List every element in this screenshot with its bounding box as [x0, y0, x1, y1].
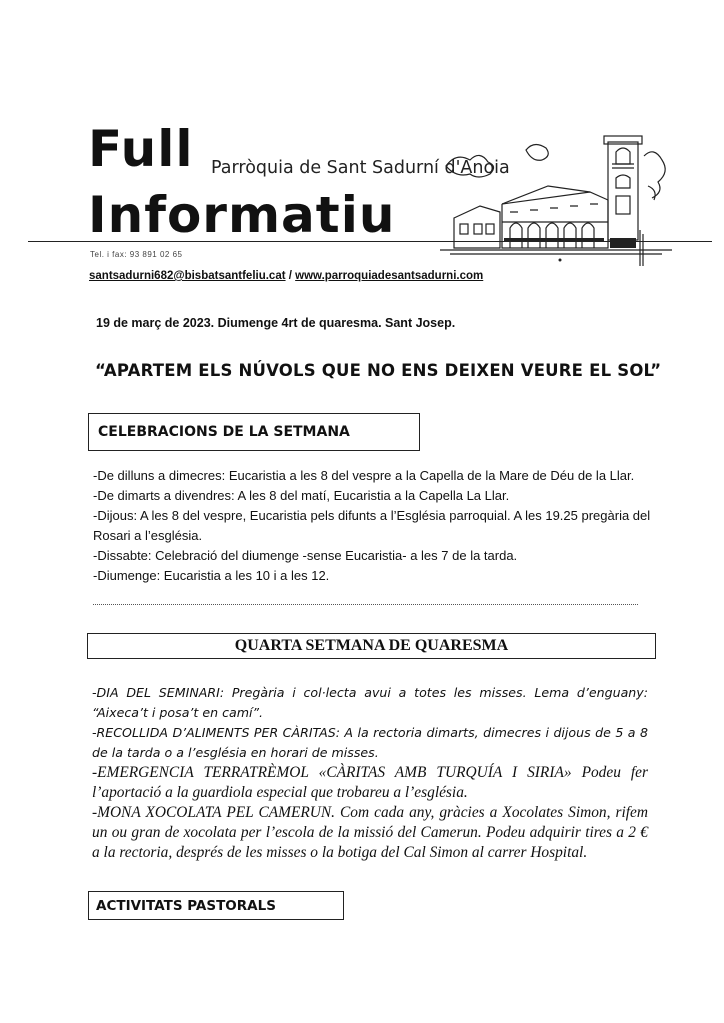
list-item: -MONA XOCOLATA PEL CAMERUN. Com cada any, gràcies a Xocolates Simon, rifem un ou gran de xocolata per l’escola de la missió del Camerun. Podeu adquirir tires a 2 € a la rectoria, després de les misses o la botiga del Cal Simon al carrer Hospital. — [92, 804, 648, 861]
list-item: -De dilluns a dimecres: Eucaristia a les 8 del vespre a la Capella de la Mare de Déu de la Llar. — [93, 468, 635, 483]
dotted-divider — [93, 604, 638, 605]
section-heading-celebracions — [88, 413, 420, 451]
quarta-heading-text: QUARTA SETMANA DE QUARESMA — [234, 637, 509, 654]
contact-line — [89, 270, 483, 282]
phone-fax: Tel. i fax: 93 891 02 65 — [90, 250, 183, 259]
masthead-title-informatiu: Informatiu — [88, 186, 396, 244]
activitats-heading-text: ACTIVITATS PASTORALS — [96, 898, 276, 914]
list-item: -Dissabte: Celebració del diumenge -sense Eucaristia- a les 7 de la tarda. — [93, 548, 518, 563]
list-item: -EMERGENCIA TERRATRÈMOL «CÀRITAS AMB TURQUÍA I SIRIA» Podeu fer l’aportació a la guardiola especial que trobareu a l’església. — [92, 764, 648, 801]
list-item: -Diumenge: Eucaristia a les 10 i a les 12. — [93, 568, 330, 583]
celebracions-heading-text: CELEBRACIONS DE LA SETMANA — [98, 424, 350, 440]
masthead-title-full: Full — [88, 120, 194, 178]
list-item: -De dimarts a divendres: A les 8 del matí, Eucaristia a la Capella La Llar. — [93, 488, 510, 503]
email-link[interactable]: santsadurni682@bisbatsantfeliu.cat — [89, 270, 286, 282]
headline-quote: “APARTEM ELS NÚVOLS QUE NO ENS DEIXEN VEURE EL SOL” — [95, 361, 662, 380]
quarta-list — [92, 683, 648, 863]
contact-separator: / — [285, 270, 296, 282]
parish-name: Parròquia de Sant Sadurní d'Anoia — [211, 158, 510, 178]
list-item: -Dijous: A les 8 del vespre, Eucaristia pels difunts a l’Església parroquial. A les 19.25 pregària del Rosari a l’església. — [93, 508, 651, 543]
list-item: -DIA DEL SEMINARI: Pregària i col·lecta avui a totes les misses. Lema d’enguany: “Aixeca’t i posa’t en camí”. — [92, 685, 648, 720]
website-link[interactable]: www.parroquiadesantsadurni.com — [295, 270, 484, 282]
date-line: 19 de març de 2023. Diumenge 4rt de quaresma. Sant Josep. — [96, 316, 456, 330]
celebracions-list — [93, 466, 653, 586]
section-heading-quarta — [87, 633, 656, 659]
church-illustration-icon — [440, 126, 672, 268]
list-item: -RECOLLIDA D’ALIMENTS PER CÀRITAS: A la rectoria dimarts, dimecres i dijous de 5 a 8 de la tarda o a l’església en horari de misses. — [92, 725, 648, 760]
section-heading-activitats — [88, 891, 344, 920]
